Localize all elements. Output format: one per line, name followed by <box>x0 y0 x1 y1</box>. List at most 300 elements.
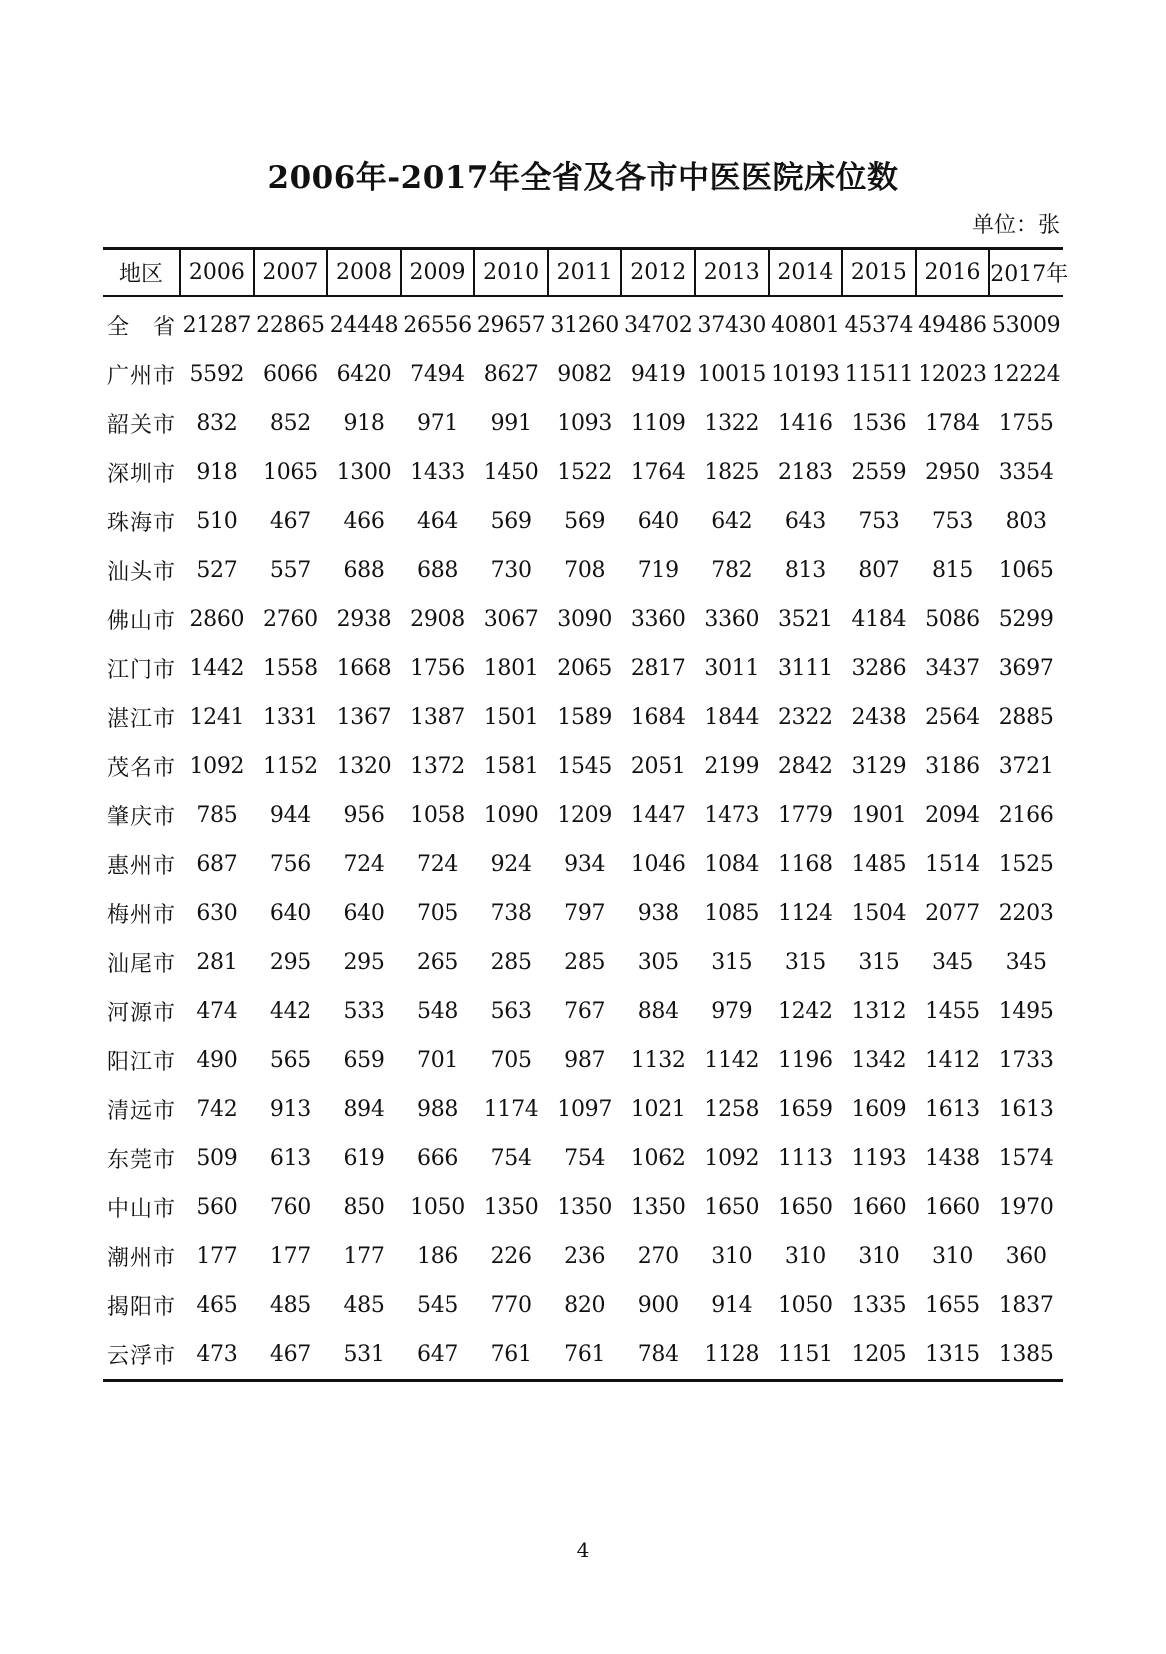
value-cell: 724 <box>417 852 459 877</box>
region-cell: 广州市 <box>107 364 177 389</box>
value-cell: 1085 <box>704 901 760 926</box>
value-cell: 1485 <box>851 852 907 877</box>
value-cell: 803 <box>1005 509 1047 534</box>
value-cell: 730 <box>490 558 532 583</box>
table-body <box>103 296 1063 1381</box>
value-cell: 464 <box>417 509 459 534</box>
value-cell: 647 <box>401 1330 475 1381</box>
value-cell: 738 <box>490 901 532 926</box>
column-header-year: 2016 <box>916 249 990 297</box>
value-cell: 1613 <box>998 1097 1054 1122</box>
value-cell: 8627 <box>483 362 539 387</box>
value-cell: 1300 <box>336 460 392 485</box>
value-cell: 1522 <box>557 460 613 485</box>
value-cell: 1174 <box>483 1097 539 1122</box>
value-cell: 2203 <box>998 901 1054 926</box>
value-cell: 281 <box>196 950 238 975</box>
region-cell: 清远市 <box>107 1099 177 1124</box>
value-cell: 1755 <box>998 411 1054 436</box>
value-cell: 1097 <box>557 1097 613 1122</box>
value-cell: 24448 <box>329 313 399 338</box>
value-cell: 2817 <box>630 656 686 681</box>
value-cell: 2438 <box>851 705 907 730</box>
value-cell: 1350 <box>557 1195 613 1220</box>
statistics-table-container <box>103 247 1069 1382</box>
value-cell: 569 <box>490 509 532 534</box>
value-cell: 852 <box>269 411 311 436</box>
value-cell: 3521 <box>777 607 833 632</box>
value-cell: 2559 <box>851 460 907 485</box>
region-cell: 揭阳市 <box>107 1295 177 1320</box>
column-header-year: 2013 <box>695 249 769 297</box>
table-row <box>103 1134 1063 1183</box>
value-cell: 3437 <box>925 656 980 681</box>
value-cell: 640 <box>637 509 679 534</box>
value-cell: 1142 <box>704 1048 760 1073</box>
value-cell: 784 <box>621 1330 695 1381</box>
value-cell: 53009 <box>991 313 1061 338</box>
value-cell: 485 <box>343 1293 385 1318</box>
value-cell: 34702 <box>623 313 693 338</box>
region-cell: 佛山市 <box>107 609 177 634</box>
value-cell: 705 <box>417 901 459 926</box>
value-cell: 956 <box>343 803 385 828</box>
value-cell: 938 <box>637 901 679 926</box>
value-cell: 987 <box>564 1048 606 1073</box>
table-row <box>103 987 1063 1036</box>
table-row <box>103 1330 1063 1381</box>
value-cell: 2564 <box>925 705 980 730</box>
value-cell: 1128 <box>695 1330 769 1381</box>
value-cell: 265 <box>417 950 459 975</box>
value-cell: 760 <box>269 1195 311 1220</box>
value-cell: 2166 <box>998 803 1054 828</box>
value-cell: 813 <box>784 558 826 583</box>
value-cell: 613 <box>269 1146 311 1171</box>
value-cell: 1241 <box>189 705 245 730</box>
value-cell: 1574 <box>998 1146 1054 1171</box>
value-cell: 753 <box>931 509 974 534</box>
value-cell: 1320 <box>336 754 392 779</box>
value-cell: 687 <box>196 852 238 877</box>
value-cell: 2322 <box>777 705 833 730</box>
value-cell: 10193 <box>771 362 840 387</box>
table-row <box>103 350 1063 399</box>
table-row <box>103 448 1063 497</box>
value-cell: 1021 <box>630 1097 686 1122</box>
value-cell: 2842 <box>777 754 833 779</box>
value-cell: 1113 <box>777 1146 833 1171</box>
document-title: 2006年-2017年全省及各市中医医院床位数 <box>267 160 899 196</box>
value-cell: 3360 <box>704 607 760 632</box>
value-cell: 310 <box>784 1244 826 1269</box>
table-row <box>103 693 1063 742</box>
region-cell: 深圳市 <box>107 462 177 487</box>
value-cell: 40801 <box>771 313 840 338</box>
value-cell: 1258 <box>704 1097 760 1122</box>
value-cell: 9082 <box>557 362 613 387</box>
value-cell: 1684 <box>630 705 686 730</box>
value-cell: 832 <box>196 411 238 436</box>
value-cell: 1050 <box>410 1195 465 1220</box>
value-cell: 3697 <box>998 656 1054 681</box>
value-cell: 754 <box>564 1146 606 1171</box>
table-row <box>103 1232 1063 1281</box>
value-cell: 545 <box>417 1293 459 1318</box>
value-cell: 22865 <box>256 313 325 338</box>
value-cell: 12224 <box>991 362 1061 387</box>
value-cell: 1525 <box>998 852 1054 877</box>
value-cell: 563 <box>490 999 532 1024</box>
value-cell: 1387 <box>410 705 465 730</box>
value-cell: 820 <box>564 1293 606 1318</box>
value-cell: 1350 <box>483 1195 539 1220</box>
value-cell: 1205 <box>842 1330 916 1381</box>
value-cell: 1514 <box>925 852 980 877</box>
value-cell: 770 <box>490 1293 532 1318</box>
value-cell: 1342 <box>851 1048 907 1073</box>
column-header-year: 2017年 <box>989 249 1063 297</box>
unit-label: 单位：张 <box>971 213 1060 238</box>
region-cell: 茂名市 <box>107 756 177 781</box>
value-cell: 1660 <box>925 1195 980 1220</box>
value-cell: 7494 <box>410 362 465 387</box>
value-cell: 1495 <box>998 999 1054 1024</box>
value-cell: 1209 <box>557 803 613 828</box>
table-row <box>103 1036 1063 1085</box>
value-cell: 1367 <box>336 705 392 730</box>
value-cell: 295 <box>269 950 311 975</box>
value-cell: 1970 <box>998 1195 1054 1220</box>
header-row <box>103 249 1063 297</box>
value-cell: 315 <box>858 950 900 975</box>
column-header-year: 2014 <box>769 249 843 297</box>
value-cell: 1168 <box>777 852 833 877</box>
value-cell: 724 <box>343 852 385 877</box>
value-cell: 49486 <box>918 313 987 338</box>
value-cell: 640 <box>269 901 311 926</box>
value-cell: 701 <box>417 1048 459 1073</box>
value-cell: 659 <box>343 1048 385 1073</box>
value-cell: 1901 <box>851 803 907 828</box>
column-header-year: 2012 <box>621 249 695 297</box>
value-cell: 2760 <box>263 607 318 632</box>
value-cell: 1322 <box>704 411 760 436</box>
value-cell: 1046 <box>630 852 686 877</box>
value-cell: 1609 <box>851 1097 907 1122</box>
value-cell: 270 <box>637 1244 679 1269</box>
value-cell: 1331 <box>263 705 318 730</box>
column-header-year: 2007 <box>254 249 328 297</box>
value-cell: 1660 <box>851 1195 907 1220</box>
value-cell: 310 <box>711 1244 753 1269</box>
hospital-beds-table <box>103 247 1069 1382</box>
value-cell: 1109 <box>630 411 686 436</box>
value-cell: 467 <box>254 1330 328 1381</box>
region-cell: 湛江市 <box>107 707 177 732</box>
value-cell: 10015 <box>697 362 767 387</box>
value-cell: 9419 <box>630 362 686 387</box>
table-row <box>103 497 1063 546</box>
value-cell: 345 <box>1005 950 1047 975</box>
value-cell: 754 <box>490 1146 532 1171</box>
value-cell: 988 <box>417 1097 459 1122</box>
value-cell: 490 <box>196 1048 238 1073</box>
value-cell: 1581 <box>483 754 539 779</box>
value-cell: 705 <box>490 1048 532 1073</box>
value-cell: 285 <box>490 950 532 975</box>
value-cell: 1062 <box>630 1146 686 1171</box>
value-cell: 345 <box>931 950 974 975</box>
value-cell: 1242 <box>777 999 833 1024</box>
value-cell: 944 <box>269 803 311 828</box>
value-cell: 2094 <box>925 803 980 828</box>
value-cell: 1315 <box>916 1330 990 1381</box>
value-cell: 527 <box>196 558 238 583</box>
value-cell: 782 <box>711 558 753 583</box>
value-cell: 315 <box>711 950 753 975</box>
value-cell: 1659 <box>777 1097 833 1122</box>
value-cell: 474 <box>196 999 238 1024</box>
column-header-region: 地区 <box>103 249 180 297</box>
value-cell: 914 <box>711 1293 753 1318</box>
region-cell: 珠海市 <box>107 511 177 536</box>
value-cell: 2938 <box>336 607 392 632</box>
value-cell: 1837 <box>998 1293 1054 1318</box>
value-cell: 753 <box>858 509 900 534</box>
value-cell: 11511 <box>844 362 914 387</box>
value-cell: 666 <box>417 1146 459 1171</box>
value-cell: 1433 <box>410 460 465 485</box>
value-cell: 21287 <box>182 313 252 338</box>
value-cell: 186 <box>417 1244 459 1269</box>
value-cell: 1092 <box>189 754 245 779</box>
value-cell: 1504 <box>851 901 907 926</box>
value-cell: 37430 <box>697 313 767 338</box>
value-cell: 1335 <box>851 1293 907 1318</box>
value-cell: 1193 <box>851 1146 907 1171</box>
table-row <box>103 595 1063 644</box>
value-cell: 1756 <box>410 656 465 681</box>
table-row <box>103 644 1063 693</box>
value-cell: 1093 <box>557 411 613 436</box>
value-cell: 1442 <box>189 656 245 681</box>
value-cell: 3354 <box>998 460 1054 485</box>
value-cell: 1545 <box>557 754 613 779</box>
region-cell: 梅州市 <box>107 903 177 928</box>
region-cell: 江门市 <box>107 658 177 683</box>
region-cell: 惠州市 <box>107 854 177 879</box>
value-cell: 1065 <box>263 460 318 485</box>
value-cell: 26556 <box>403 313 472 338</box>
value-cell: 2885 <box>998 705 1054 730</box>
value-cell: 1065 <box>998 558 1054 583</box>
column-header-year: 2010 <box>474 249 548 297</box>
value-cell: 177 <box>343 1244 385 1269</box>
value-cell: 1455 <box>925 999 980 1024</box>
value-cell: 642 <box>711 509 753 534</box>
value-cell: 5299 <box>998 607 1054 632</box>
table-row <box>103 938 1063 987</box>
value-cell: 1385 <box>989 1330 1063 1381</box>
value-cell: 2077 <box>925 901 980 926</box>
value-cell: 485 <box>269 1293 311 1318</box>
table-row <box>103 546 1063 595</box>
value-cell: 45374 <box>844 313 914 338</box>
value-cell: 708 <box>564 558 606 583</box>
value-cell: 548 <box>417 999 459 1024</box>
value-cell: 510 <box>196 509 238 534</box>
value-cell: 643 <box>784 509 826 534</box>
value-cell: 1152 <box>263 754 318 779</box>
value-cell: 6420 <box>336 362 392 387</box>
table-row <box>103 889 1063 938</box>
value-cell: 467 <box>269 509 311 534</box>
value-cell: 3090 <box>557 607 613 632</box>
region-cell: 汕尾市 <box>107 952 177 977</box>
value-cell: 226 <box>490 1244 532 1269</box>
value-cell: 934 <box>564 852 606 877</box>
region-cell: 东莞市 <box>107 1148 177 1173</box>
value-cell: 12023 <box>918 362 987 387</box>
table-row <box>103 1281 1063 1330</box>
value-cell: 815 <box>931 558 974 583</box>
value-cell: 5592 <box>189 362 245 387</box>
value-cell: 3286 <box>851 656 907 681</box>
value-cell: 761 <box>474 1330 548 1381</box>
value-cell: 2065 <box>557 656 613 681</box>
value-cell: 1536 <box>851 411 907 436</box>
value-cell: 2950 <box>925 460 980 485</box>
value-cell: 619 <box>343 1146 385 1171</box>
value-cell: 6066 <box>263 362 318 387</box>
value-cell: 3186 <box>925 754 980 779</box>
region-cell: 中山市 <box>107 1197 177 1222</box>
table-row <box>103 1183 1063 1232</box>
region-cell: 韶关市 <box>107 413 177 438</box>
value-cell: 1350 <box>630 1195 686 1220</box>
value-cell: 3129 <box>851 754 907 779</box>
table-row <box>103 399 1063 448</box>
table-header <box>103 249 1069 297</box>
value-cell: 4184 <box>851 607 907 632</box>
value-cell: 1058 <box>410 803 465 828</box>
value-cell: 310 <box>931 1244 974 1269</box>
value-cell: 1450 <box>483 460 539 485</box>
value-cell: 1779 <box>777 803 833 828</box>
value-cell: 2051 <box>630 754 686 779</box>
column-header-year: 2006 <box>180 249 254 297</box>
value-cell: 1438 <box>925 1146 980 1171</box>
value-cell: 1084 <box>704 852 760 877</box>
region-cell: 河源市 <box>107 1001 177 1026</box>
value-cell: 785 <box>196 803 238 828</box>
value-cell: 1473 <box>704 803 760 828</box>
value-cell: 1844 <box>704 705 760 730</box>
value-cell: 531 <box>327 1330 401 1381</box>
value-cell: 1092 <box>704 1146 760 1171</box>
region-cell: 汕头市 <box>107 560 177 585</box>
value-cell: 31260 <box>550 313 619 338</box>
value-cell: 924 <box>490 852 532 877</box>
value-cell: 2183 <box>777 460 833 485</box>
value-cell: 565 <box>269 1048 311 1073</box>
value-cell: 1312 <box>851 999 907 1024</box>
column-header-year: 2015 <box>842 249 916 297</box>
value-cell: 797 <box>564 901 606 926</box>
region-cell: 全 省 <box>107 315 177 340</box>
column-header-year: 2009 <box>401 249 475 297</box>
value-cell: 971 <box>417 411 459 436</box>
value-cell: 1589 <box>557 705 613 730</box>
value-cell: 979 <box>711 999 753 1024</box>
value-cell: 1733 <box>998 1048 1054 1073</box>
table-row <box>103 296 1063 350</box>
region-cell: 云浮市 <box>103 1330 180 1381</box>
value-cell: 719 <box>637 558 679 583</box>
value-cell: 3067 <box>483 607 539 632</box>
value-cell: 1416 <box>777 411 833 436</box>
value-cell: 1090 <box>483 803 539 828</box>
value-cell: 1501 <box>483 705 539 730</box>
value-cell: 1558 <box>263 656 318 681</box>
value-cell: 850 <box>343 1195 385 1220</box>
value-cell: 1650 <box>704 1195 760 1220</box>
value-cell: 1372 <box>410 754 465 779</box>
value-cell: 1825 <box>704 460 760 485</box>
value-cell: 533 <box>343 999 385 1024</box>
value-cell: 1613 <box>925 1097 980 1122</box>
value-cell: 913 <box>269 1097 311 1122</box>
value-cell: 1050 <box>777 1293 833 1318</box>
value-cell: 360 <box>1005 1244 1047 1269</box>
value-cell: 1668 <box>336 656 392 681</box>
value-cell: 295 <box>343 950 385 975</box>
value-cell: 756 <box>269 852 311 877</box>
value-cell: 742 <box>196 1097 238 1122</box>
value-cell: 5086 <box>925 607 980 632</box>
value-cell: 630 <box>196 901 238 926</box>
value-cell: 177 <box>196 1244 238 1269</box>
value-cell: 2908 <box>410 607 465 632</box>
region-cell: 阳江市 <box>107 1050 177 1075</box>
column-header-year: 2008 <box>327 249 401 297</box>
value-cell: 1124 <box>777 901 833 926</box>
value-cell: 560 <box>196 1195 238 1220</box>
value-cell: 305 <box>637 950 679 975</box>
value-cell: 236 <box>564 1244 606 1269</box>
region-cell: 潮州市 <box>107 1246 177 1271</box>
value-cell: 688 <box>417 558 459 583</box>
value-cell: 2199 <box>704 754 760 779</box>
value-cell: 688 <box>343 558 385 583</box>
page-number: 4 <box>576 1538 590 1562</box>
value-cell: 29657 <box>476 313 546 338</box>
value-cell: 640 <box>343 901 385 926</box>
value-cell: 315 <box>784 950 826 975</box>
value-cell: 894 <box>343 1097 385 1122</box>
value-cell: 310 <box>858 1244 900 1269</box>
value-cell: 1650 <box>777 1195 833 1220</box>
value-cell: 3011 <box>704 656 760 681</box>
table-row <box>103 742 1063 791</box>
column-header-year: 2011 <box>548 249 622 297</box>
value-cell: 884 <box>637 999 679 1024</box>
value-cell: 1196 <box>777 1048 833 1073</box>
table-row <box>103 1085 1063 1134</box>
value-cell: 761 <box>548 1330 622 1381</box>
value-cell: 509 <box>196 1146 238 1171</box>
